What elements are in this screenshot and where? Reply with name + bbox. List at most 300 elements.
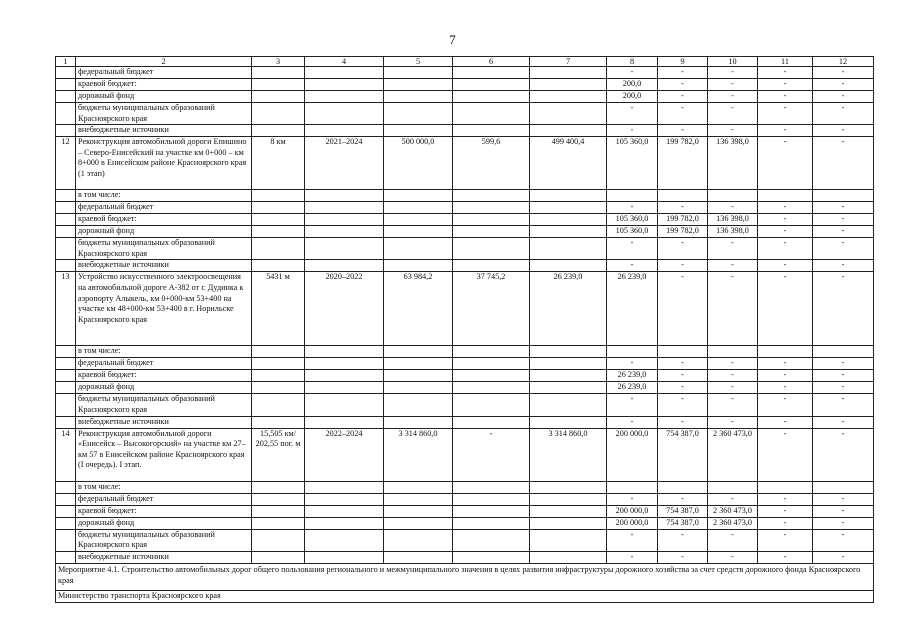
table-cell: - — [758, 202, 813, 214]
table-cell: - — [813, 260, 874, 272]
table-cell: - — [813, 394, 874, 416]
table-row — [56, 481, 874, 493]
table-cell: - — [607, 358, 658, 370]
table-cell: - — [708, 493, 758, 505]
header-cell: 3 — [252, 57, 305, 67]
table-cell: - — [758, 137, 813, 190]
table-cell — [252, 103, 305, 125]
table-cell: 200,0 — [607, 79, 658, 91]
table-cell — [530, 190, 607, 202]
table-cell: - — [758, 91, 813, 103]
header-cell: 9 — [658, 57, 708, 67]
table-cell: 2021–2024 — [305, 137, 384, 190]
table-cell: - — [813, 238, 874, 260]
table-cell — [453, 260, 530, 272]
table-cell — [252, 394, 305, 416]
table-cell: - — [758, 370, 813, 382]
table-cell — [384, 493, 453, 505]
table-cell — [384, 202, 453, 214]
table-cell: - — [813, 551, 874, 563]
table-cell: краевой бюджет: — [76, 214, 252, 226]
header-cell: 7 — [530, 57, 607, 67]
table-cell: - — [658, 382, 708, 394]
table-row — [56, 272, 874, 346]
table-cell — [56, 382, 76, 394]
table-cell — [453, 416, 530, 428]
table-cell: - — [708, 125, 758, 137]
table-cell: - — [658, 91, 708, 103]
table-cell: - — [813, 370, 874, 382]
table-cell: 5431 м — [252, 272, 305, 346]
table-cell — [252, 346, 305, 358]
table-cell — [305, 238, 384, 260]
table-cell: - — [813, 214, 874, 226]
table-cell — [530, 505, 607, 517]
table-cell — [453, 551, 530, 563]
table-cell: - — [813, 202, 874, 214]
table-cell: - — [813, 272, 874, 346]
header-row — [56, 57, 874, 67]
table-cell: 2022–2024 — [305, 428, 384, 481]
table-row — [56, 67, 874, 79]
table-cell — [530, 493, 607, 505]
table-cell — [453, 226, 530, 238]
table-cell: - — [708, 358, 758, 370]
table-body — [56, 57, 874, 603]
budget-table — [55, 56, 874, 603]
table-cell — [530, 238, 607, 260]
table-cell: - — [658, 125, 708, 137]
table-cell — [56, 529, 76, 551]
table-cell — [453, 190, 530, 202]
table-cell — [56, 214, 76, 226]
table-cell — [305, 67, 384, 79]
table-cell — [252, 214, 305, 226]
table-cell — [56, 79, 76, 91]
table-cell — [453, 214, 530, 226]
table-cell — [252, 505, 305, 517]
table-row — [56, 125, 874, 137]
table-cell: Устройство искусственного электроосвещения на автомобильной дороге А-382 от г. Дудинка к аэропорту Алыкель, км 0+000-км 53+400 на участке км 48+000-км 53+400 в г. Норильске Красноярского края — [76, 272, 252, 346]
table-row — [56, 91, 874, 103]
table-cell: 26 239,0 — [530, 272, 607, 346]
table-cell — [813, 346, 874, 358]
table-cell: - — [708, 202, 758, 214]
table-cell — [530, 214, 607, 226]
table-cell — [813, 190, 874, 202]
table-cell: - — [658, 272, 708, 346]
table-cell: 37 745,2 — [453, 272, 530, 346]
table-cell — [530, 416, 607, 428]
table-cell: - — [813, 505, 874, 517]
table-cell: - — [708, 67, 758, 79]
table-cell — [530, 103, 607, 125]
table-cell — [305, 260, 384, 272]
table-cell: - — [607, 125, 658, 137]
table-cell — [305, 91, 384, 103]
table-cell: 105 360,0 — [607, 226, 658, 238]
table-cell — [453, 358, 530, 370]
table-cell — [252, 260, 305, 272]
table-cell — [305, 517, 384, 529]
table-row — [56, 260, 874, 272]
table-cell: - — [758, 493, 813, 505]
table-cell — [530, 481, 607, 493]
table-cell: дорожный фонд — [76, 226, 252, 238]
table-cell: - — [758, 394, 813, 416]
table-cell — [305, 346, 384, 358]
table-cell: - — [658, 67, 708, 79]
table-cell: - — [758, 226, 813, 238]
table-cell: 15,505 км/ 202,55 пог. м — [252, 428, 305, 481]
table-cell: в том числе: — [76, 346, 252, 358]
table-cell — [758, 481, 813, 493]
table-cell: 26 239,0 — [607, 272, 658, 346]
table-cell — [252, 529, 305, 551]
table-cell: 500 000,0 — [384, 137, 453, 190]
table-cell: внебюджетные источники — [76, 416, 252, 428]
table-cell — [56, 481, 76, 493]
table-cell — [453, 346, 530, 358]
table-cell: 754 387,0 — [658, 517, 708, 529]
header-cell: 4 — [305, 57, 384, 67]
table-cell — [305, 358, 384, 370]
table-cell: - — [658, 416, 708, 428]
table-cell: - — [708, 260, 758, 272]
table-cell — [305, 505, 384, 517]
table-row — [56, 370, 874, 382]
ministry-name: Министерство транспорта Красноярского края — [56, 590, 874, 602]
table-cell: 599,6 — [453, 137, 530, 190]
table-cell — [252, 67, 305, 79]
table-cell — [758, 190, 813, 202]
table-cell: 499 400,4 — [530, 137, 607, 190]
table-cell: - — [758, 551, 813, 563]
table-cell — [453, 505, 530, 517]
table-cell: 105 360,0 — [607, 214, 658, 226]
table-cell — [305, 125, 384, 137]
table-cell — [56, 394, 76, 416]
table-row — [56, 529, 874, 551]
table-cell — [56, 505, 76, 517]
table-cell — [56, 67, 76, 79]
table-cell — [453, 125, 530, 137]
table-cell — [56, 370, 76, 382]
table-cell: 13 — [56, 272, 76, 346]
table-cell: 14 — [56, 428, 76, 481]
table-cell: - — [813, 382, 874, 394]
table-cell — [453, 517, 530, 529]
table-row — [56, 79, 874, 91]
table-cell: - — [758, 428, 813, 481]
table-cell: - — [758, 260, 813, 272]
measure-description: Мероприятие 4.1. Строительство автомобильных дорог общего пользования регионального и межмуниципального значения в целях развития инфраструктуры дорожного хозяйства за счет средств дорожного фонда Красноярского края — [56, 563, 874, 590]
table-cell: - — [658, 260, 708, 272]
table-cell: - — [758, 529, 813, 551]
table-cell: - — [758, 214, 813, 226]
table-cell: - — [758, 67, 813, 79]
page-number: 7 — [449, 32, 456, 47]
table-cell — [530, 370, 607, 382]
table-cell — [530, 79, 607, 91]
table-cell — [252, 125, 305, 137]
table-cell: - — [708, 370, 758, 382]
table-cell — [530, 202, 607, 214]
table-cell — [758, 346, 813, 358]
table-cell — [453, 382, 530, 394]
table-cell: - — [453, 428, 530, 481]
table-row — [56, 238, 874, 260]
table-cell: 199 782,0 — [658, 226, 708, 238]
header-cell: 8 — [607, 57, 658, 67]
table-cell — [56, 551, 76, 563]
table-cell: 3 314 860,0 — [384, 428, 453, 481]
table-cell: 26 239,0 — [607, 370, 658, 382]
table-cell: - — [708, 79, 758, 91]
table-cell: - — [758, 79, 813, 91]
table-cell — [305, 394, 384, 416]
table-cell: - — [658, 79, 708, 91]
table-cell: - — [813, 529, 874, 551]
table-cell — [305, 416, 384, 428]
header-cell: 12 — [813, 57, 874, 67]
table-cell — [384, 103, 453, 125]
table-cell: - — [658, 358, 708, 370]
table-cell: Реконструкция автомобильной дороги «Енисейск – Высокогорский» на участке км 27– км 57 в Енисейском районе Красноярского края (I очередь). I этап. — [76, 428, 252, 481]
table-cell: краевой бюджет: — [76, 505, 252, 517]
table-cell — [658, 346, 708, 358]
table-cell: - — [607, 260, 658, 272]
table-cell — [384, 125, 453, 137]
table-cell: - — [708, 551, 758, 563]
table-cell: - — [607, 103, 658, 125]
table-cell — [252, 238, 305, 260]
table-cell: 199 782,0 — [658, 137, 708, 190]
table-cell: - — [708, 91, 758, 103]
table-cell — [305, 493, 384, 505]
table-cell: - — [813, 416, 874, 428]
table-cell: - — [758, 382, 813, 394]
table-cell: 2 360 473,0 — [708, 505, 758, 517]
table-row — [56, 505, 874, 517]
table-cell: федеральный бюджет — [76, 202, 252, 214]
table-row — [56, 137, 874, 190]
table-cell: внебюджетные источники — [76, 551, 252, 563]
header-cell: 1 — [56, 57, 76, 67]
table-cell: 754 387,0 — [658, 505, 708, 517]
ministry-row — [56, 590, 874, 602]
table-cell: - — [758, 238, 813, 260]
table-cell — [56, 226, 76, 238]
table-cell: 105 360,0 — [607, 137, 658, 190]
table-cell — [530, 91, 607, 103]
measure-row — [56, 563, 874, 590]
table-cell: - — [813, 79, 874, 91]
table-cell: 200 000,0 — [607, 517, 658, 529]
table-cell: - — [758, 358, 813, 370]
table-cell: - — [813, 91, 874, 103]
table-cell: 2 360 473,0 — [708, 517, 758, 529]
table-cell: - — [813, 428, 874, 481]
table-cell: бюджеты муниципальных образований Красноярского края — [76, 103, 252, 125]
table-cell: - — [813, 103, 874, 125]
table-cell: - — [758, 125, 813, 137]
table-cell: 136 398,0 — [708, 137, 758, 190]
table-cell — [384, 260, 453, 272]
table-cell — [530, 394, 607, 416]
table-cell — [252, 79, 305, 91]
table-cell: Реконструкция автомобильной дороги Епишино – Северо-Енисейский на участке км 0+000 – км 8+000 в Енисейском районе Красноярского края (1 этап) — [76, 137, 252, 190]
table-cell: - — [607, 394, 658, 416]
table-cell — [252, 382, 305, 394]
table-cell: - — [658, 551, 708, 563]
table-cell — [56, 190, 76, 202]
table-cell — [252, 551, 305, 563]
table-cell — [384, 370, 453, 382]
table-cell — [384, 551, 453, 563]
table-cell — [453, 370, 530, 382]
table-cell: федеральный бюджет — [76, 358, 252, 370]
table-cell: 136 398,0 — [708, 214, 758, 226]
table-cell — [252, 190, 305, 202]
table-cell: - — [813, 517, 874, 529]
table-cell — [384, 394, 453, 416]
table-cell: - — [708, 272, 758, 346]
table-cell — [56, 346, 76, 358]
table-cell — [384, 529, 453, 551]
table-cell — [607, 481, 658, 493]
table-row — [56, 103, 874, 125]
table-cell: краевой бюджет: — [76, 370, 252, 382]
table-cell: 63 984,2 — [384, 272, 453, 346]
table-cell — [56, 238, 76, 260]
table-cell — [56, 125, 76, 137]
table-cell: - — [658, 103, 708, 125]
table-cell: - — [658, 202, 708, 214]
header-cell: 2 — [76, 57, 252, 67]
table-cell — [453, 79, 530, 91]
table-row — [56, 428, 874, 481]
table-cell: - — [658, 529, 708, 551]
table-cell: 200 000,0 — [607, 428, 658, 481]
table-cell — [305, 226, 384, 238]
table-row — [56, 493, 874, 505]
table-cell — [607, 346, 658, 358]
table-cell — [56, 202, 76, 214]
table-cell: дорожный фонд — [76, 91, 252, 103]
table-cell — [453, 67, 530, 79]
table-cell — [252, 493, 305, 505]
table-cell: - — [607, 238, 658, 260]
table-cell — [453, 202, 530, 214]
table-cell: - — [758, 103, 813, 125]
table-cell — [305, 214, 384, 226]
table-cell — [305, 202, 384, 214]
table-cell — [252, 517, 305, 529]
table-cell: краевой бюджет: — [76, 79, 252, 91]
table-cell: 136 398,0 — [708, 226, 758, 238]
table-cell: - — [658, 394, 708, 416]
table-cell: - — [813, 226, 874, 238]
table-cell — [658, 481, 708, 493]
table-cell — [530, 226, 607, 238]
table-cell — [708, 481, 758, 493]
table-cell — [530, 382, 607, 394]
table-cell: внебюджетные источники — [76, 125, 252, 137]
table-cell — [453, 238, 530, 260]
table-cell: 2 360 473,0 — [708, 428, 758, 481]
table-cell: в том числе: — [76, 481, 252, 493]
table-cell: - — [658, 238, 708, 260]
table-cell — [56, 493, 76, 505]
table-cell: - — [758, 416, 813, 428]
table-cell — [530, 67, 607, 79]
table-cell: федеральный бюджет — [76, 67, 252, 79]
table-cell: 26 239,0 — [607, 382, 658, 394]
table-cell — [252, 416, 305, 428]
table-cell — [607, 190, 658, 202]
table-row — [56, 226, 874, 238]
table-cell: - — [607, 493, 658, 505]
table-cell — [453, 493, 530, 505]
table-cell: бюджеты муниципальных образований Красноярского края — [76, 529, 252, 551]
table-cell — [453, 91, 530, 103]
table-cell — [384, 91, 453, 103]
header-cell: 6 — [453, 57, 530, 67]
table-cell — [530, 358, 607, 370]
table-cell — [708, 346, 758, 358]
table-cell: бюджеты муниципальных образований Красноярского края — [76, 394, 252, 416]
table-cell: - — [708, 394, 758, 416]
table-row — [56, 214, 874, 226]
table-row — [56, 416, 874, 428]
table-cell — [453, 529, 530, 551]
table-cell: - — [607, 416, 658, 428]
table-cell — [252, 202, 305, 214]
table-cell — [813, 481, 874, 493]
table-cell: 8 км — [252, 137, 305, 190]
table-cell — [305, 551, 384, 563]
table-cell — [252, 226, 305, 238]
table-cell: бюджеты муниципальных образований Красноярского края — [76, 238, 252, 260]
table-cell — [56, 103, 76, 125]
table-cell: дорожный фонд — [76, 517, 252, 529]
table-cell: - — [658, 370, 708, 382]
table-cell — [305, 481, 384, 493]
header-cell: 10 — [708, 57, 758, 67]
table-cell: - — [708, 238, 758, 260]
table-cell — [56, 358, 76, 370]
table-cell — [384, 358, 453, 370]
table-cell: 754 387,0 — [658, 428, 708, 481]
table-cell — [305, 529, 384, 551]
table-cell: - — [813, 493, 874, 505]
table-cell: - — [607, 67, 658, 79]
header-cell: 11 — [758, 57, 813, 67]
table-cell: - — [813, 125, 874, 137]
table-cell: - — [607, 202, 658, 214]
table-cell — [252, 481, 305, 493]
table-cell: - — [708, 529, 758, 551]
table-cell — [56, 91, 76, 103]
table-cell: - — [758, 517, 813, 529]
table-row — [56, 346, 874, 358]
table-cell — [56, 260, 76, 272]
table-cell — [384, 416, 453, 428]
table-cell — [56, 517, 76, 529]
table-cell — [530, 529, 607, 551]
table-cell: 200 000,0 — [607, 505, 658, 517]
